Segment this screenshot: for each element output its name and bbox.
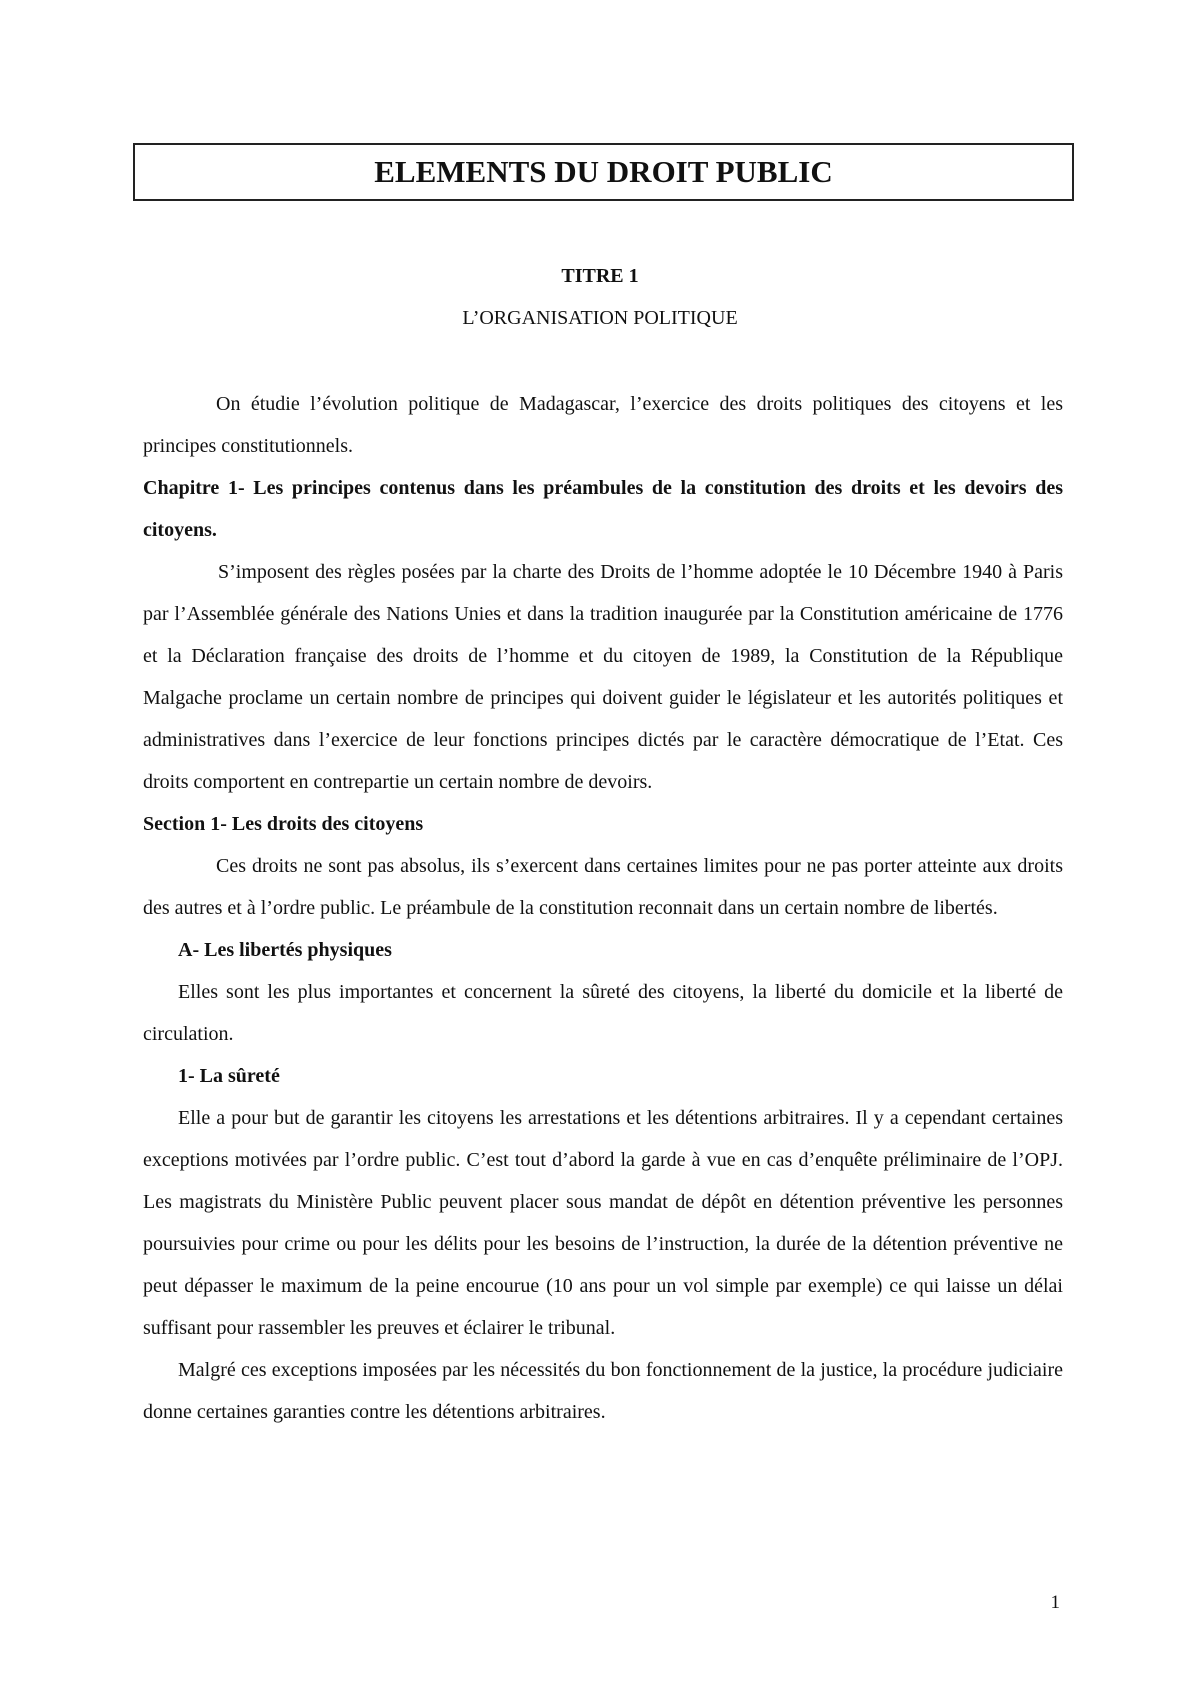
chapter-paragraph: S’imposent des règles posées par la charte des Droits de l’homme adoptée le 10 Décembre 1940 à Paris par l’Assemblée générale des Nations Unies et dans la tradition inaugurée par la Constitution américaine de 1776 et la Déclaration française des droits de l’homme et du citoyen de 1989, la Constitution de la République Malgache proclame un certain nombre de principes qui doivent guider le législateur et les autorités politiques et administratives dans l’exercice de leur fonctions principes dictés par le caractère démocratique de l’Etat. Ces droits comportent en contrepartie un certain nombre de devoirs.	[143, 561, 1063, 793]
subsection-a-paragraph: Elles sont les plus importantes et concernent la sûreté des citoyens, la liberté du domicile et la liberté de circulation.	[143, 981, 1063, 1045]
chapter-heading: Chapitre 1- Les principes contenus dans les préambules de la constitution des droits et les devoirs des citoyens.	[143, 477, 1063, 541]
titre-subtitle: L’ORGANISATION POLITIQUE	[462, 307, 738, 329]
section-heading: Section 1- Les droits des citoyens	[143, 813, 424, 835]
document-title-box	[133, 143, 1074, 201]
page-number: 1	[1050, 1592, 1060, 1613]
document-title: ELEMENTS DU DROIT PUBLIC	[374, 154, 833, 189]
item-1-heading: 1- La sûreté	[178, 1065, 280, 1087]
titre-heading: TITRE 1	[561, 265, 639, 287]
subsection-a-heading: A- Les libertés physiques	[178, 939, 392, 961]
item-1-paragraph-1: Elle a pour but de garantir les citoyens les arrestations et les détentions arbitraires. Il y a cependant certaines exceptions motivées par l’ordre public. C’est tout d’abord la garde à vue en cas d’enquête préliminaire de l’OPJ. Les magistrats du Ministère Public peuvent placer sous mandat de dépôt en détention préventive les personnes poursuivies pour crime ou pour les délits pour les besoins de l’instruction, la durée de la détention préventive ne peut dépasser le maximum de la peine encourue (10 ans pour un vol simple par exemple) ce qui laisse un délai suffisant pour rassembler les preuves et éclairer le tribunal.	[143, 1107, 1063, 1339]
document-body	[143, 383, 1063, 1433]
intro-paragraph: On étudie l’évolution politique de Madagascar, l’exercice des droits politiques des citoyens et les principes constitutionnels.	[143, 393, 1063, 457]
section-paragraph: Ces droits ne sont pas absolus, ils s’exercent dans certaines limites pour ne pas porter atteinte aux droits des autres et à l’ordre public. Le préambule de la constitution reconnait dans un certain nombre de libertés.	[143, 855, 1063, 919]
item-1-paragraph-2: Malgré ces exceptions imposées par les nécessités du bon fonctionnement de la justice, la procédure judiciaire donne certaines garanties contre les détentions arbitraires.	[143, 1359, 1063, 1423]
